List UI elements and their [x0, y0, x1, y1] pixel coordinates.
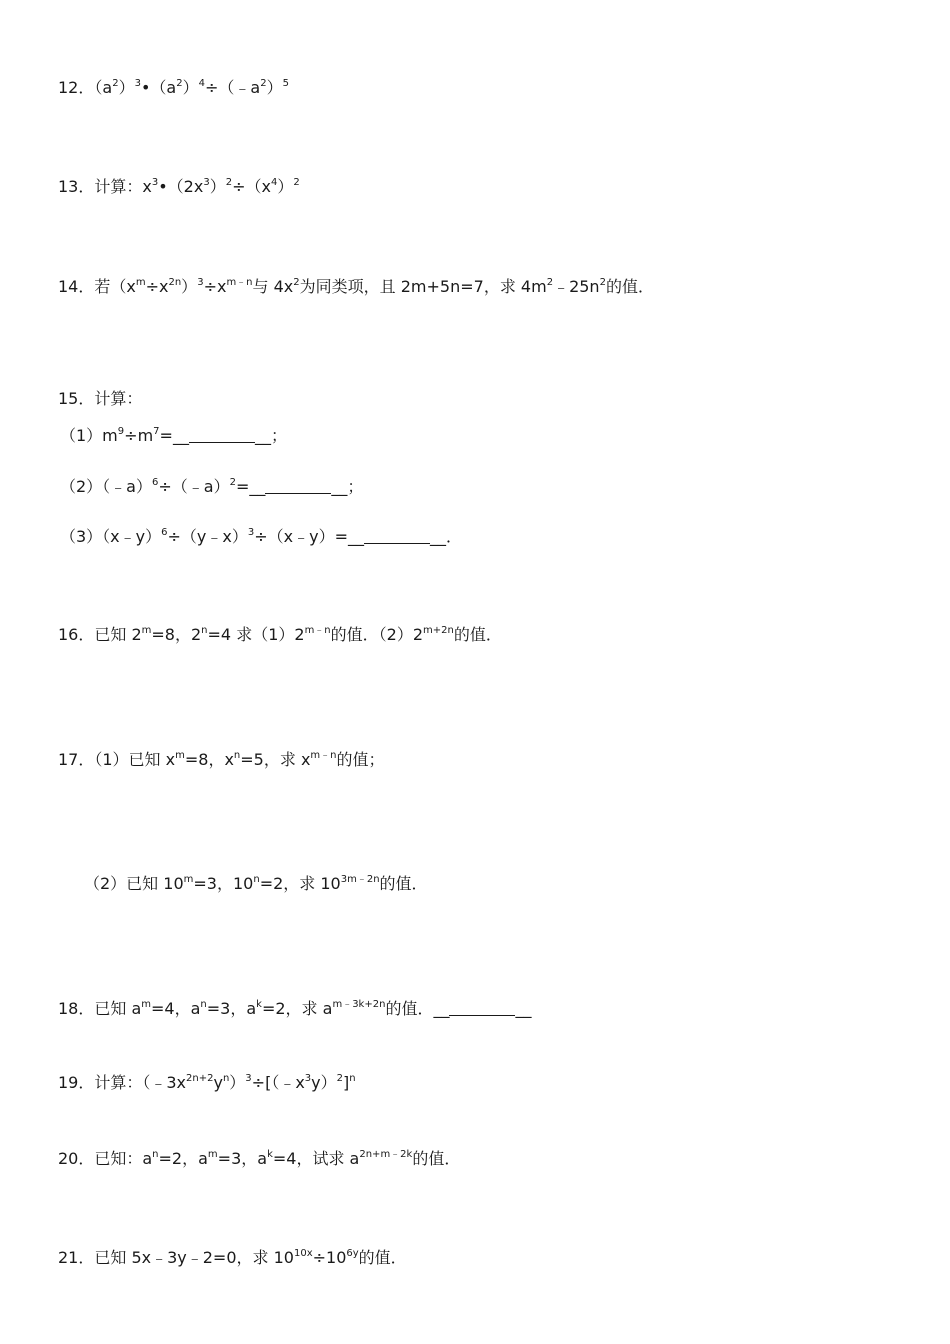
- superscript: n: [152, 1149, 159, 1160]
- question-15-part-1: [60, 426, 287, 446]
- question-text: ÷x: [203, 277, 227, 296]
- superscript: 2: [293, 177, 300, 188]
- question-text: =__: [159, 426, 189, 445]
- question-text: =4 求（1）2: [207, 625, 305, 644]
- answer-blank[interactable]: [189, 427, 255, 443]
- superscript: n: [201, 625, 208, 636]
- question-text: __．: [430, 527, 463, 546]
- question-text: 12．: [58, 78, 95, 97]
- question-15-part-3: [60, 527, 462, 547]
- superscript: m: [207, 1149, 218, 1160]
- superscript: m﹣n: [226, 277, 253, 288]
- superscript: 2n+2: [186, 1073, 214, 1084]
- question-text: 21．已知 5x﹣3y﹣2=0，求 10: [58, 1248, 294, 1267]
- question-text: 的值．: [412, 1149, 461, 1168]
- superscript: 2: [260, 78, 267, 89]
- question-text: =3，a: [206, 999, 257, 1018]
- question-text: 的值．: [605, 277, 654, 296]
- question-text: =5，求 x: [240, 750, 311, 769]
- superscript: 2: [546, 277, 554, 288]
- question-text: （a: [94, 78, 113, 97]
- question-text: ）: [118, 78, 135, 97]
- superscript: m: [141, 999, 152, 1010]
- question-21: [58, 1248, 407, 1268]
- superscript: m: [141, 625, 152, 636]
- superscript: m: [183, 874, 194, 885]
- superscript: 9: [117, 426, 125, 437]
- question-text: ）: [182, 78, 199, 97]
- question-text: ÷（x: [232, 177, 271, 196]
- question-text: ÷（﹣a: [204, 78, 261, 97]
- superscript: k: [267, 1149, 273, 1160]
- superscript: 3m﹣2n: [340, 874, 380, 885]
- question-text: 18．已知 a: [58, 999, 142, 1018]
- superscript: n: [349, 1073, 356, 1084]
- question-12: [58, 78, 289, 98]
- superscript: n: [222, 1073, 230, 1084]
- superscript: n: [200, 999, 207, 1010]
- superscript: 2n: [168, 277, 182, 288]
- question-text: 为同类项，且 2m+5n=7，求 4m: [299, 277, 547, 296]
- question-text: 19．计算：（﹣3x: [58, 1073, 187, 1092]
- question-text: 17．（1）已知 x: [58, 750, 176, 769]
- question-text: 的值．: [379, 874, 428, 893]
- superscript: 10x: [293, 1248, 313, 1259]
- question-text: （2）（﹣a）: [60, 477, 152, 496]
- question-text: （1）m: [60, 426, 118, 445]
- question-text: ）: [266, 78, 283, 97]
- question-text: 20．已知：a: [58, 1149, 153, 1168]
- superscript: 6y: [346, 1248, 359, 1259]
- question-text: =8，2: [151, 625, 202, 644]
- superscript: m: [175, 750, 185, 761]
- question-text: 15．计算：: [58, 389, 143, 408]
- question-text: 的值．: [358, 1248, 407, 1267]
- question-text: =4，试求 a: [272, 1149, 360, 1168]
- question-text: 与 4x: [252, 277, 294, 296]
- superscript: 3: [304, 1073, 312, 1084]
- question-text: ÷[（﹣x: [251, 1073, 305, 1092]
- superscript: 2: [225, 177, 233, 188]
- question-text: 13．计算：x: [58, 177, 152, 196]
- question-text: ﹣25n: [553, 277, 600, 296]
- question-text: 的值．__: [385, 999, 450, 1018]
- question-text: =8，x: [184, 750, 234, 769]
- question-text: 的值．（2）2: [330, 625, 424, 644]
- superscript: 2: [176, 78, 183, 89]
- question-text: ）: [209, 177, 226, 196]
- superscript: 2: [229, 477, 236, 488]
- superscript: 3: [247, 527, 255, 538]
- question-text: __；: [254, 426, 287, 445]
- question-text: （2）已知 10: [84, 874, 184, 893]
- question-15-part-2: [60, 477, 363, 497]
- superscript: 2n+m﹣2k: [359, 1149, 413, 1160]
- superscript: 2: [293, 277, 300, 288]
- superscript: 3: [245, 1073, 252, 1084]
- question-14: [58, 277, 654, 297]
- question-text: =2，求 10: [259, 874, 341, 893]
- question-15-title: [58, 389, 142, 409]
- superscript: 6: [152, 477, 159, 488]
- question-17-part-1: [58, 750, 385, 770]
- superscript: 2: [599, 277, 606, 288]
- superscript: 3: [203, 177, 210, 188]
- question-text: ÷x: [145, 277, 169, 296]
- superscript: 7: [153, 426, 160, 437]
- superscript: 3: [151, 177, 159, 188]
- superscript: 4: [198, 78, 205, 89]
- superscript: 2: [336, 1073, 344, 1084]
- question-text: __；: [331, 477, 364, 496]
- superscript: m﹣n: [310, 750, 337, 761]
- question-16: [58, 625, 502, 645]
- superscript: 6: [161, 527, 168, 538]
- question-text: ÷（x﹣y）=__: [254, 527, 364, 546]
- superscript: 3: [197, 277, 204, 288]
- superscript: 4: [270, 177, 278, 188]
- question-text: =2，a: [158, 1149, 208, 1168]
- question-text: ÷（﹣a）: [158, 477, 230, 496]
- question-text: ÷10: [312, 1248, 347, 1267]
- question-text: y）: [311, 1073, 337, 1092]
- superscript: m﹣n: [304, 625, 331, 636]
- superscript: m+2n: [423, 625, 454, 636]
- superscript: 3: [134, 78, 141, 89]
- question-text: =__: [235, 477, 266, 496]
- question-text: =2，求 a: [261, 999, 333, 1018]
- question-text: ÷（y﹣x）: [167, 527, 248, 546]
- question-text: 16．已知 2: [58, 625, 142, 644]
- question-text: =3，10: [193, 874, 254, 893]
- question-text: •（2x: [158, 177, 204, 196]
- superscript: m: [135, 277, 146, 288]
- question-17-part-2: [84, 874, 428, 894]
- question-text: ]: [343, 1073, 350, 1092]
- superscript: k: [256, 999, 262, 1010]
- question-text: 的值．: [453, 625, 502, 644]
- superscript: 5: [282, 78, 289, 89]
- answer-blank[interactable]: [449, 1000, 515, 1016]
- answer-blank[interactable]: [364, 528, 430, 544]
- question-text: •（a: [140, 78, 177, 97]
- question-text: ÷m: [124, 426, 154, 445]
- question-text: ）: [181, 277, 198, 296]
- question-text: __: [515, 999, 532, 1018]
- question-text: ）: [277, 177, 294, 196]
- question-18: [58, 999, 531, 1019]
- superscript: 2: [112, 78, 119, 89]
- question-text: 的值；: [336, 750, 385, 769]
- question-13: [58, 177, 300, 197]
- superscript: n: [233, 750, 241, 761]
- question-text: =3，a: [217, 1149, 268, 1168]
- superscript: m﹣3k+2n: [332, 999, 386, 1010]
- superscript: n: [253, 874, 260, 885]
- answer-blank[interactable]: [265, 478, 331, 494]
- question-text: y: [213, 1073, 223, 1092]
- question-text: 14．若（x: [58, 277, 136, 296]
- question-20: [58, 1149, 460, 1169]
- question-text: （3）（x﹣y）: [60, 527, 162, 546]
- question-text: ）: [229, 1073, 246, 1092]
- question-text: =4，a: [151, 999, 201, 1018]
- question-19: [58, 1073, 356, 1093]
